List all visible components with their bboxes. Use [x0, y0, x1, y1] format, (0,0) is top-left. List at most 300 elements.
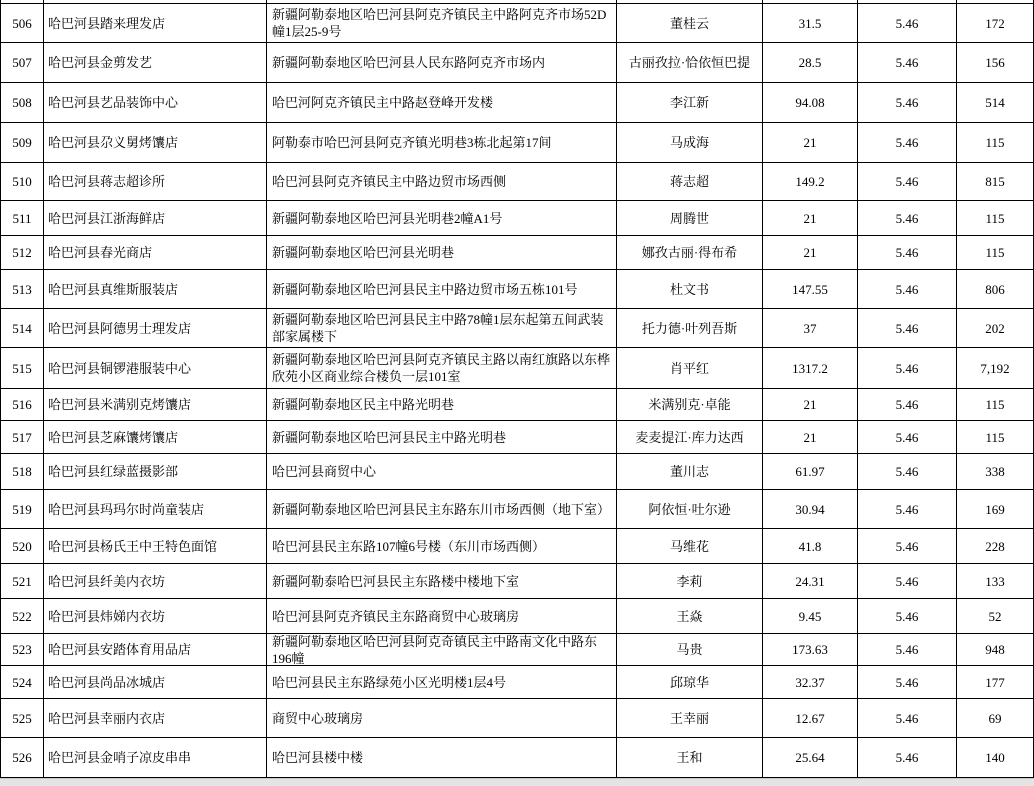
- cell-amount-text: 806: [985, 281, 1005, 297]
- cell-rate-text: 5.46: [895, 15, 919, 31]
- table-row: [0, 389, 1034, 421]
- cell-amount: [957, 454, 1034, 490]
- cell-area-text: 94.08: [795, 95, 825, 110]
- cell-number: [0, 421, 44, 454]
- cell-area-text: 21: [803, 210, 817, 226]
- cell-rate: [858, 699, 957, 738]
- cell-operator-text: 托力德·叶列吾斯: [641, 320, 738, 336]
- cell-address-text: 新疆阿勒泰地区哈巴河县阿克齐镇民主中路阿克齐市场52D幢1层25-9号: [272, 7, 607, 39]
- cell-number: [0, 666, 44, 699]
- table-row: [0, 348, 1034, 389]
- table-row: [0, 564, 1034, 599]
- cell-rate: [858, 454, 957, 490]
- cell-number: [0, 236, 44, 270]
- table-row: [0, 666, 1034, 699]
- cell-address: [267, 123, 617, 163]
- cell-area: [763, 738, 858, 778]
- cell-address-text: 哈巴河县阿克齐镇民主中路边贸市场西侧: [272, 174, 507, 189]
- cell-amount-text: 133: [985, 573, 1005, 589]
- cell-operator-text: 娜孜古丽·得布希: [641, 245, 738, 260]
- cell-amount: [957, 270, 1034, 309]
- cell-area: [763, 123, 858, 163]
- cell-operator: [617, 529, 763, 564]
- cell-address-text: 新疆阿勒泰地区哈巴河县民主中路边贸市场五栋101号: [272, 281, 578, 297]
- table-row: [0, 309, 1034, 348]
- cell-rate-text: 5.46: [895, 281, 919, 297]
- cell-address: [267, 666, 617, 699]
- cell-number: [0, 490, 44, 529]
- cell-area-text: 21: [803, 397, 817, 412]
- cell-operator: [617, 4, 763, 43]
- cell-area-text: 25.64: [795, 750, 825, 765]
- cell-shop-name-text: 哈巴河县红绿蓝摄影部: [48, 464, 179, 479]
- cell-address: [267, 634, 617, 666]
- cell-operator-text: 米满别克·卓能: [648, 397, 731, 412]
- cell-area: [763, 43, 858, 83]
- cell-amount: [957, 599, 1034, 634]
- cell-number-text: 526: [12, 750, 32, 765]
- cell-address: [267, 529, 617, 564]
- cell-number: [0, 564, 44, 599]
- cell-operator-text: 李江新: [669, 95, 709, 110]
- cell-rate-text: 5.46: [895, 95, 919, 110]
- cell-area: [763, 4, 858, 43]
- cell-address: [267, 699, 617, 738]
- cell-shop-name: [44, 163, 267, 201]
- cell-shop-name: [44, 634, 267, 666]
- cell-address-text: 商贸中心玻璃房: [272, 710, 364, 726]
- cell-shop-name-text: 哈巴河县踏来理发店: [48, 15, 166, 31]
- cell-shop-name-text: 哈巴河县芝麻馕烤馕店: [48, 429, 179, 445]
- cell-operator: [617, 348, 763, 389]
- cell-area-text: 1317.2: [792, 360, 828, 376]
- cell-address-text: 新疆阿勒泰地区哈巴河县民主东路东川市场西侧（地下室）: [272, 501, 611, 517]
- cell-amount: [957, 43, 1034, 83]
- cell-shop-name-text: 哈巴河县金剪发艺: [48, 55, 153, 70]
- cell-rate-text: 5.46: [895, 750, 919, 765]
- cell-area-text: 21: [803, 429, 817, 445]
- cell-rate: [858, 309, 957, 348]
- cell-shop-name-text: 哈巴河县金哨子凉皮串串: [48, 750, 192, 765]
- cell-operator-text: 马成海: [669, 135, 709, 150]
- cell-rate-text: 5.46: [895, 710, 919, 726]
- cell-address: [267, 490, 617, 529]
- cell-area: [763, 163, 858, 201]
- cell-number-text: 506: [12, 15, 32, 31]
- cell-rate: [858, 123, 957, 163]
- cell-rate: [858, 348, 957, 389]
- cell-address: [267, 564, 617, 599]
- cell-address-text: 新疆阿勒泰地区哈巴河县人民东路阿克齐市场内: [272, 55, 546, 70]
- cell-number-text: 516: [12, 397, 32, 412]
- cell-rate: [858, 4, 957, 43]
- cell-address: [267, 4, 617, 43]
- cell-amount-text: 115: [985, 429, 1005, 445]
- cell-number: [0, 163, 44, 201]
- cell-address: [267, 163, 617, 201]
- cell-rate-text: 5.46: [895, 397, 919, 412]
- cell-address-text: 哈巴河县阿克齐镇民主东路商贸中心玻璃房: [272, 608, 520, 624]
- cell-shop-name: [44, 599, 267, 634]
- cell-rate-text: 5.46: [895, 674, 919, 690]
- cell-shop-name-text: 哈巴河县真维斯服装店: [48, 281, 179, 297]
- cell-amount-text: 228: [985, 538, 1005, 554]
- cell-area-text: 173.63: [792, 642, 828, 657]
- cell-rate: [858, 634, 957, 666]
- cell-rate-text: 5.46: [895, 608, 919, 624]
- cell-area: [763, 490, 858, 529]
- table-row: [0, 123, 1034, 163]
- cell-amount: [957, 309, 1034, 348]
- cell-number: [0, 348, 44, 389]
- cell-area: [763, 666, 858, 699]
- cell-address-text: 哈巴河县民主东路绿苑小区光明楼1层4号: [272, 674, 507, 690]
- cell-operator: [617, 201, 763, 236]
- cell-operator-text: 杜文书: [669, 281, 709, 297]
- cell-operator-text: 古丽孜拉·恰依恒巴提: [628, 55, 751, 70]
- cell-amount-text: 177: [985, 674, 1005, 690]
- cell-shop-name: [44, 270, 267, 309]
- cell-shop-name: [44, 83, 267, 123]
- table-row: [0, 599, 1034, 634]
- cell-address: [267, 389, 617, 421]
- table-row: [0, 163, 1034, 201]
- cell-area-text: 32.37: [795, 674, 825, 690]
- cell-area-text: 24.31: [795, 573, 825, 589]
- cell-amount-text: 115: [985, 135, 1005, 150]
- cell-amount: [957, 529, 1034, 564]
- cell-address-text: 哈巴河县商贸中心: [272, 464, 377, 479]
- cell-operator: [617, 634, 763, 666]
- cell-address-text: 新疆阿勒泰地区哈巴河县光明巷: [272, 245, 455, 260]
- table-row: [0, 43, 1034, 83]
- cell-amount: [957, 490, 1034, 529]
- cell-amount-text: 156: [985, 55, 1005, 70]
- cell-number-text: 518: [12, 464, 32, 479]
- cell-number: [0, 634, 44, 666]
- cell-operator: [617, 666, 763, 699]
- cell-amount-text: 69: [988, 710, 1002, 726]
- cell-amount-text: 514: [985, 95, 1005, 110]
- cell-amount-text: 52: [988, 608, 1002, 624]
- cell-operator-text: 肖平红: [669, 360, 709, 376]
- cell-operator: [617, 389, 763, 421]
- cell-address: [267, 43, 617, 83]
- table-row: [0, 236, 1034, 270]
- cell-area-text: 12.67: [795, 710, 825, 726]
- cell-amount: [957, 163, 1034, 201]
- cell-operator: [617, 236, 763, 270]
- cell-address-text: 哈巴河县民主东路107幢6号楼（东川市场西侧）: [272, 538, 546, 554]
- cell-rate-text: 5.46: [895, 429, 919, 445]
- cell-amount: [957, 201, 1034, 236]
- cell-shop-name-text: 哈巴河县铜锣港服装中心: [48, 360, 192, 376]
- cell-operator-text: 王和: [676, 750, 703, 765]
- cell-number: [0, 738, 44, 778]
- cell-amount: [957, 634, 1034, 666]
- cell-address: [267, 738, 617, 778]
- table-row: [0, 4, 1034, 43]
- cell-rate: [858, 490, 957, 529]
- cell-rate-text: 5.46: [895, 55, 919, 70]
- cell-number: [0, 389, 44, 421]
- cell-area: [763, 699, 858, 738]
- cell-number: [0, 4, 44, 43]
- cell-area: [763, 599, 858, 634]
- cell-shop-name: [44, 666, 267, 699]
- cell-area-text: 28.5: [798, 55, 822, 70]
- cell-number-text: 507: [12, 55, 32, 70]
- cell-area: [763, 236, 858, 270]
- cell-address-text: 哈巴河阿克齐镇民主中路赵登峰开发楼: [272, 95, 494, 110]
- cell-operator-text: 马贵: [676, 642, 703, 657]
- cell-rate: [858, 43, 957, 83]
- cell-address-text: 新疆阿勒泰地区哈巴河县阿克奇镇民主中路南文化中路东196幢: [272, 634, 598, 666]
- cell-amount: [957, 666, 1034, 699]
- cell-shop-name: [44, 699, 267, 738]
- cell-shop-name-text: 哈巴河县艺品装饰中心: [48, 95, 179, 110]
- cell-rate: [858, 389, 957, 421]
- cell-area: [763, 201, 858, 236]
- cell-shop-name-text: 哈巴河县尕义舅烤馕店: [48, 135, 179, 150]
- cell-number: [0, 599, 44, 634]
- cell-area: [763, 389, 858, 421]
- cell-number-text: 519: [12, 501, 32, 517]
- cell-address-text: 新疆阿勒泰地区哈巴河县阿克齐镇民主路以南红旗路以东桦欣苑小区商业综合楼负一层101室: [272, 352, 611, 384]
- cell-area: [763, 564, 858, 599]
- cell-rate: [858, 236, 957, 270]
- cell-amount: [957, 123, 1034, 163]
- cell-rate-text: 5.46: [895, 135, 919, 150]
- cell-operator-text: 李莉: [676, 573, 703, 589]
- cell-rate: [858, 529, 957, 564]
- cell-amount-text: 202: [985, 320, 1005, 336]
- cell-area-text: 147.55: [792, 281, 828, 297]
- cell-number-text: 511: [12, 210, 32, 226]
- cell-shop-name-text: 哈巴河县蒋志超诊所: [48, 174, 166, 189]
- cell-operator: [617, 270, 763, 309]
- cell-number: [0, 83, 44, 123]
- cell-rate-text: 5.46: [895, 501, 919, 517]
- cell-operator: [617, 123, 763, 163]
- cell-rate-text: 5.46: [895, 538, 919, 554]
- cell-operator: [617, 564, 763, 599]
- cell-operator: [617, 699, 763, 738]
- cell-shop-name-text: 哈巴河县阿德男士理发店: [48, 320, 192, 336]
- cell-operator: [617, 163, 763, 201]
- cell-number: [0, 309, 44, 348]
- cell-number-text: 508: [12, 95, 32, 110]
- cell-number-text: 524: [12, 674, 32, 690]
- cell-rate-text: 5.46: [895, 573, 919, 589]
- cell-address: [267, 236, 617, 270]
- sheet-tab-bar[interactable]: [0, 778, 1034, 786]
- cell-amount-text: 115: [985, 397, 1005, 412]
- cell-operator-text: 蒋志超: [669, 174, 709, 189]
- cell-area-text: 21: [803, 135, 817, 150]
- cell-shop-name: [44, 454, 267, 490]
- cell-area-text: 61.97: [795, 464, 825, 479]
- cell-number-text: 512: [12, 245, 32, 260]
- table-row: [0, 490, 1034, 529]
- table-row: [0, 738, 1034, 778]
- cell-number: [0, 201, 44, 236]
- cell-shop-name: [44, 201, 267, 236]
- cell-address-text: 新疆阿勒泰地区民主中路光明巷: [272, 397, 455, 412]
- cell-rate-text: 5.46: [895, 320, 919, 336]
- cell-area: [763, 421, 858, 454]
- cell-number-text: 520: [12, 538, 32, 554]
- table-row: [0, 421, 1034, 454]
- table-row: [0, 454, 1034, 490]
- cell-shop-name: [44, 564, 267, 599]
- cell-address-text: 新疆阿勒泰哈巴河县民主东路楼中楼地下室: [272, 573, 520, 589]
- cell-rate: [858, 83, 957, 123]
- cell-number: [0, 529, 44, 564]
- cell-area-text: 149.2: [795, 174, 825, 189]
- cell-shop-name: [44, 421, 267, 454]
- table-row: [0, 83, 1034, 123]
- cell-shop-name: [44, 389, 267, 421]
- cell-shop-name-text: 哈巴河县春光商店: [48, 245, 153, 260]
- cell-operator: [617, 599, 763, 634]
- cell-address-text: 哈巴河县楼中楼: [272, 750, 364, 765]
- cell-number: [0, 123, 44, 163]
- cell-rate-text: 5.46: [895, 464, 919, 479]
- table-row: [0, 699, 1034, 738]
- cell-address: [267, 201, 617, 236]
- cell-amount: [957, 699, 1034, 738]
- cell-address-text: 新疆阿勒泰地区哈巴河县光明巷2幢A1号: [272, 210, 503, 226]
- cell-area-text: 21: [803, 245, 817, 260]
- cell-number-text: 509: [12, 135, 32, 150]
- cell-operator-text: 麦麦提江·库力达西: [635, 429, 744, 445]
- cell-operator-text: 董川志: [669, 464, 709, 479]
- cell-shop-name-text: 哈巴河县纤美内衣坊: [48, 573, 166, 589]
- cell-rate-text: 5.46: [895, 245, 919, 260]
- cell-number-text: 523: [12, 642, 32, 657]
- cell-shop-name: [44, 738, 267, 778]
- cell-operator-text: 王幸丽: [669, 710, 709, 726]
- cell-number-text: 510: [12, 174, 32, 189]
- table-row: [0, 201, 1034, 236]
- cell-operator-text: 马维花: [669, 538, 709, 554]
- cell-amount-text: 172: [985, 15, 1005, 31]
- cell-rate-text: 5.46: [895, 174, 919, 189]
- cell-amount-text: 338: [985, 464, 1005, 479]
- cell-number: [0, 43, 44, 83]
- cell-shop-name: [44, 490, 267, 529]
- cell-address: [267, 309, 617, 348]
- cell-area: [763, 454, 858, 490]
- cell-number: [0, 699, 44, 738]
- cell-area-text: 30.94: [795, 501, 825, 517]
- cell-shop-name-text: 哈巴河县江浙海鲜店: [48, 210, 166, 226]
- cell-number-text: 525: [12, 710, 32, 726]
- cell-rate: [858, 599, 957, 634]
- cell-number-text: 515: [12, 360, 32, 376]
- cell-operator: [617, 309, 763, 348]
- cell-shop-name: [44, 43, 267, 83]
- cell-amount: [957, 236, 1034, 270]
- cell-shop-name-text: 哈巴河县安踏体育用品店: [48, 642, 192, 657]
- cell-rate: [858, 201, 957, 236]
- cell-amount: [957, 348, 1034, 389]
- cell-address-text: 新疆阿勒泰地区哈巴河县民主中路78幢1层东起第五间武装部家属楼下: [272, 312, 604, 344]
- cell-amount-text: 948: [985, 642, 1005, 657]
- cell-operator: [617, 83, 763, 123]
- cell-rate: [858, 163, 957, 201]
- table-row: [0, 634, 1034, 666]
- cell-shop-name: [44, 236, 267, 270]
- cell-shop-name-text: 哈巴河县玛玛尔时尚童装店: [48, 501, 205, 517]
- cell-amount-text: 115: [985, 245, 1005, 260]
- cell-amount-text: 815: [985, 174, 1005, 189]
- cell-area-text: 9.45: [798, 608, 822, 624]
- cell-area-text: 37: [803, 320, 817, 336]
- cell-area: [763, 309, 858, 348]
- cell-amount: [957, 738, 1034, 778]
- cell-operator-text: 王焱: [676, 608, 703, 624]
- cell-shop-name-text: 哈巴河县米满别克烤馕店: [48, 397, 192, 412]
- cell-address: [267, 270, 617, 309]
- cell-number-text: 514: [12, 320, 32, 336]
- cell-rate-text: 5.46: [895, 360, 919, 376]
- cell-rate: [858, 564, 957, 599]
- cell-area: [763, 529, 858, 564]
- cell-amount: [957, 564, 1034, 599]
- cell-shop-name: [44, 309, 267, 348]
- cell-address: [267, 599, 617, 634]
- cell-number-text: 521: [12, 573, 32, 589]
- cell-area: [763, 634, 858, 666]
- cell-amount-text: 140: [985, 750, 1005, 765]
- cell-rate: [858, 738, 957, 778]
- cell-operator: [617, 43, 763, 83]
- cell-operator-text: 周腾世: [669, 210, 709, 226]
- cell-area: [763, 270, 858, 309]
- cell-operator-text: 阿依恒·吐尔逊: [648, 501, 731, 517]
- cell-operator-text: 董桂云: [669, 15, 709, 31]
- table-row: [0, 529, 1034, 564]
- cell-shop-name: [44, 529, 267, 564]
- cell-area: [763, 348, 858, 389]
- cell-rate: [858, 421, 957, 454]
- cell-operator: [617, 490, 763, 529]
- cell-area-text: 31.5: [798, 15, 822, 31]
- cell-amount-text: 7,192: [980, 360, 1010, 376]
- cell-shop-name: [44, 123, 267, 163]
- cell-number-text: 513: [12, 281, 32, 297]
- cell-address: [267, 83, 617, 123]
- cell-number: [0, 270, 44, 309]
- cell-operator: [617, 454, 763, 490]
- cell-shop-name-text: 哈巴河县炜娣内衣坊: [48, 608, 166, 624]
- cell-address: [267, 421, 617, 454]
- cell-operator-text: 邱琼华: [669, 674, 709, 690]
- cell-shop-name: [44, 348, 267, 389]
- cell-address-text: 阿勒泰市哈巴河县阿克齐镇光明巷3栋北起第17间: [272, 135, 552, 150]
- cell-rate-text: 5.46: [895, 210, 919, 226]
- cell-amount-text: 115: [985, 210, 1005, 226]
- cell-address-text: 新疆阿勒泰地区哈巴河县民主中路光明巷: [272, 429, 507, 445]
- cell-number: [0, 454, 44, 490]
- cell-address: [267, 454, 617, 490]
- cell-shop-name: [44, 4, 267, 43]
- cell-number-text: 522: [12, 608, 32, 624]
- cell-amount-text: 169: [985, 501, 1005, 517]
- cell-shop-name-text: 哈巴河县幸丽内衣店: [48, 710, 166, 726]
